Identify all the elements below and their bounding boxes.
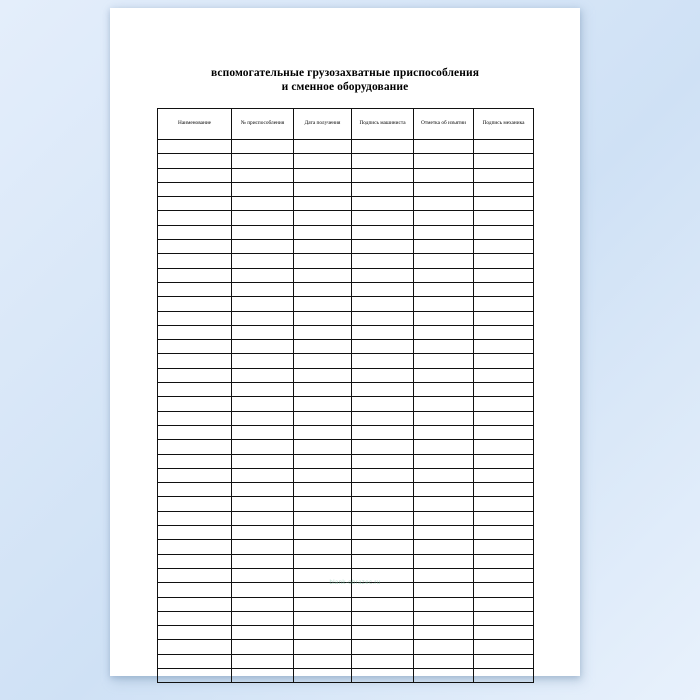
table-cell[interactable] [158,311,232,325]
table-cell[interactable] [294,568,352,582]
table-cell[interactable] [232,311,294,325]
table-cell[interactable] [294,411,352,425]
table-cell[interactable] [232,540,294,554]
table-cell[interactable] [158,282,232,296]
table-cell[interactable] [294,168,352,182]
table-cell[interactable] [158,626,232,640]
table-row[interactable] [158,626,534,640]
table-cell[interactable] [294,497,352,511]
table-cell[interactable] [294,583,352,597]
table-cell[interactable] [158,168,232,182]
table-cell[interactable] [158,597,232,611]
table-row[interactable] [158,483,534,497]
table-cell[interactable] [232,268,294,282]
table-cell[interactable] [158,511,232,525]
table-cell[interactable] [294,511,352,525]
table-cell[interactable] [414,597,474,611]
table-cell[interactable] [294,297,352,311]
table-cell[interactable] [474,225,534,239]
table-cell[interactable] [294,154,352,168]
table-cell[interactable] [158,225,232,239]
table-head [158,109,534,140]
table-row[interactable] [158,368,534,382]
table-cell[interactable] [232,168,294,182]
table-cell[interactable] [158,354,232,368]
table-row[interactable] [158,397,534,411]
table-cell[interactable] [414,511,474,525]
table-row[interactable] [158,454,534,468]
table-cell[interactable] [474,483,534,497]
table-cell[interactable] [474,240,534,254]
table-cell[interactable] [414,383,474,397]
table-cell[interactable] [232,340,294,354]
table-cell[interactable] [474,383,534,397]
table-cell[interactable] [158,325,232,339]
table-cell[interactable] [352,668,414,682]
page-title-line-2: и сменное оборудование [281,81,409,94]
table-cell[interactable] [414,654,474,668]
table-cell[interactable] [414,568,474,582]
table-row[interactable] [158,668,534,682]
table-cell[interactable] [294,182,352,196]
table-cell[interactable] [474,540,534,554]
table-cell[interactable] [352,282,414,296]
table-cell[interactable] [352,440,414,454]
table-cell[interactable] [352,468,414,482]
column-header: Наименование [158,109,232,140]
table-cell[interactable] [232,468,294,482]
table-row[interactable] [158,197,534,211]
table-row[interactable] [158,297,534,311]
table-cell[interactable] [414,154,474,168]
table-cell[interactable] [414,340,474,354]
table-row[interactable] [158,340,534,354]
table-cell[interactable] [352,640,414,654]
table-cell[interactable] [158,197,232,211]
table-cell[interactable] [352,154,414,168]
table-cell[interactable] [414,311,474,325]
table-cell[interactable] [158,483,232,497]
table-cell[interactable] [414,368,474,382]
table-cell[interactable] [474,297,534,311]
table-cell[interactable] [158,468,232,482]
table-cell[interactable] [158,211,232,225]
table-cell[interactable] [474,140,534,154]
table-cell[interactable] [158,340,232,354]
table-cell[interactable] [232,297,294,311]
table-cell[interactable] [414,540,474,554]
table-cell[interactable] [158,668,232,682]
table-cell[interactable] [232,668,294,682]
table-cell[interactable] [158,411,232,425]
table-cell[interactable] [232,654,294,668]
table-row[interactable] [158,140,534,154]
table-cell[interactable] [294,654,352,668]
table-cell[interactable] [294,354,352,368]
table-cell[interactable] [158,440,232,454]
table-cell[interactable] [232,526,294,540]
table-cell[interactable] [474,526,534,540]
table-cell[interactable] [414,325,474,339]
page-title-line-1: вспомогательные грузозахватные приспособления [210,67,480,79]
table-cell[interactable] [352,568,414,582]
table-cell[interactable] [352,240,414,254]
document-page [110,8,580,676]
table-cell[interactable] [294,254,352,268]
table-cell[interactable] [294,311,352,325]
table-cell[interactable] [294,211,352,225]
table-cell[interactable] [414,182,474,196]
table-cell[interactable] [294,540,352,554]
table-row[interactable] [158,383,534,397]
column-header: Подпись механика [474,109,534,140]
table-cell[interactable] [414,168,474,182]
table-cell[interactable] [294,368,352,382]
table-cell[interactable] [352,197,414,211]
table-cell[interactable] [474,325,534,339]
table-cell[interactable] [158,540,232,554]
table-cell[interactable] [232,411,294,425]
table-cell[interactable] [294,468,352,482]
table-cell[interactable] [232,325,294,339]
table-row[interactable] [158,497,534,511]
table-cell[interactable] [158,526,232,540]
table-cell[interactable] [414,626,474,640]
table-cell[interactable] [294,282,352,296]
table-cell[interactable] [158,240,232,254]
table-row[interactable] [158,254,534,268]
table-cell[interactable] [294,626,352,640]
table-cell[interactable] [414,254,474,268]
table-cell[interactable] [352,626,414,640]
table-cell[interactable] [474,611,534,625]
table-cell[interactable] [232,140,294,154]
table-cell[interactable] [232,483,294,497]
table-cell[interactable] [414,411,474,425]
table-row[interactable] [158,154,534,168]
table-cell[interactable] [232,154,294,168]
table-cell[interactable] [352,268,414,282]
table-cell[interactable] [474,268,534,282]
table-cell[interactable] [294,611,352,625]
table-cell[interactable] [474,626,534,640]
table-cell[interactable] [294,225,352,239]
table-cell[interactable] [232,554,294,568]
table-cell[interactable] [352,211,414,225]
table-cell[interactable] [352,368,414,382]
table-cell[interactable] [158,397,232,411]
table-cell[interactable] [294,554,352,568]
table-cell[interactable] [414,483,474,497]
table-cell[interactable] [352,654,414,668]
register-table [157,108,534,683]
table-cell[interactable] [414,554,474,568]
table-cell[interactable] [294,526,352,540]
table-cell[interactable] [232,568,294,582]
table-cell[interactable] [474,311,534,325]
table-cell[interactable] [474,197,534,211]
table-cell[interactable] [352,497,414,511]
table-cell[interactable] [232,182,294,196]
table-cell[interactable] [352,254,414,268]
table-cell[interactable] [352,340,414,354]
table-cell[interactable] [474,668,534,682]
table-cell[interactable] [232,225,294,239]
table-cell[interactable] [158,640,232,654]
table-row[interactable] [158,168,534,182]
table-cell[interactable] [474,468,534,482]
table-cell[interactable] [352,140,414,154]
table-cell[interactable] [474,282,534,296]
table-cell[interactable] [352,597,414,611]
table-cell[interactable] [474,454,534,468]
table-cell[interactable] [474,154,534,168]
table-cell[interactable] [294,325,352,339]
table-row[interactable] [158,597,534,611]
table-cell[interactable] [232,383,294,397]
table-cell[interactable] [294,340,352,354]
table-cell[interactable] [352,540,414,554]
watermark: blank-obrazec.ru [329,580,381,586]
table-cell[interactable] [352,511,414,525]
table-cell[interactable] [352,383,414,397]
table-row[interactable] [158,654,534,668]
table-cell[interactable] [294,640,352,654]
table-cell[interactable] [474,568,534,582]
table-cell[interactable] [294,483,352,497]
table-cell[interactable] [474,654,534,668]
table-row[interactable] [158,468,534,482]
table-cell[interactable] [158,425,232,439]
table-row[interactable] [158,511,534,525]
table-cell[interactable] [414,668,474,682]
table-cell[interactable] [158,297,232,311]
table-row[interactable] [158,554,534,568]
table-cell[interactable] [232,354,294,368]
table-row[interactable] [158,640,534,654]
column-header: № приспособления [232,109,294,140]
table-cell[interactable] [158,554,232,568]
table-cell[interactable] [158,611,232,625]
table-cell[interactable] [232,440,294,454]
table-row[interactable] [158,411,534,425]
table-cell[interactable] [232,454,294,468]
table-cell[interactable] [414,468,474,482]
table-cell[interactable] [414,211,474,225]
table-cell[interactable] [352,611,414,625]
table-cell[interactable] [294,397,352,411]
table-row[interactable] [158,240,534,254]
table-cell[interactable] [352,454,414,468]
table-cell[interactable] [232,211,294,225]
table-cell[interactable] [158,383,232,397]
table-cell[interactable] [158,182,232,196]
table-cell[interactable] [414,526,474,540]
table-cell[interactable] [414,197,474,211]
table-row[interactable] [158,540,534,554]
table-cell[interactable] [232,425,294,439]
table-cell[interactable] [232,368,294,382]
table-cell[interactable] [158,568,232,582]
table-cell[interactable] [232,240,294,254]
table-row[interactable] [158,425,534,439]
table-cell[interactable] [158,454,232,468]
table-row[interactable] [158,583,534,597]
table-cell[interactable] [474,597,534,611]
table-cell[interactable] [294,383,352,397]
table-cell[interactable] [352,411,414,425]
table-cell[interactable] [232,626,294,640]
table-row[interactable] [158,182,534,196]
table-cell[interactable] [474,368,534,382]
table-cell[interactable] [158,654,232,668]
table-cell[interactable] [352,297,414,311]
column-header: Подпись машиниста [352,109,414,140]
table-row[interactable] [158,282,534,296]
table-cell[interactable] [352,168,414,182]
table-cell[interactable] [474,397,534,411]
table-cell[interactable] [352,425,414,439]
table-cell[interactable] [158,583,232,597]
column-header: Дата получения [294,109,352,140]
table-cell[interactable] [232,597,294,611]
table-cell[interactable] [158,254,232,268]
table-cell[interactable] [232,282,294,296]
table-cell[interactable] [414,425,474,439]
table-cell[interactable] [158,140,232,154]
table-cell[interactable] [414,497,474,511]
table-cell[interactable] [474,554,534,568]
table-row[interactable] [158,211,534,225]
table-cell[interactable] [294,440,352,454]
table-cell[interactable] [294,454,352,468]
table-cell[interactable] [232,497,294,511]
table-row[interactable] [158,611,534,625]
table-body [158,140,534,683]
table-cell[interactable] [414,640,474,654]
table-cell[interactable] [474,168,534,182]
table-cell[interactable] [232,397,294,411]
table-cell[interactable] [474,182,534,196]
table-row[interactable] [158,311,534,325]
table-row[interactable] [158,354,534,368]
table-cell[interactable] [474,511,534,525]
table-cell[interactable] [352,554,414,568]
table-cell[interactable] [352,225,414,239]
table-cell[interactable] [474,425,534,439]
table-cell[interactable] [158,154,232,168]
table-cell[interactable] [474,211,534,225]
table-cell[interactable] [352,354,414,368]
table-cell[interactable] [232,583,294,597]
table-cell[interactable] [294,268,352,282]
table-cell[interactable] [352,397,414,411]
table-cell[interactable] [414,440,474,454]
table-cell[interactable] [158,368,232,382]
table-cell[interactable] [414,225,474,239]
table-cell[interactable] [474,254,534,268]
table-cell[interactable] [294,597,352,611]
table-cell[interactable] [474,497,534,511]
table-cell[interactable] [232,640,294,654]
table-cell[interactable] [294,240,352,254]
table-cell[interactable] [158,497,232,511]
table-cell[interactable] [474,354,534,368]
table-cell[interactable] [414,268,474,282]
table-cell[interactable] [232,511,294,525]
table-cell[interactable] [232,254,294,268]
table-cell[interactable] [414,240,474,254]
table-cell[interactable] [294,668,352,682]
table-cell[interactable] [352,325,414,339]
table-row[interactable] [158,225,534,239]
table-cell[interactable] [294,425,352,439]
table-cell[interactable] [352,583,414,597]
table-cell[interactable] [474,583,534,597]
table-cell[interactable] [474,340,534,354]
table-cell[interactable] [414,454,474,468]
table-cell[interactable] [474,411,534,425]
table-cell[interactable] [414,611,474,625]
table-cell[interactable] [352,526,414,540]
table-cell[interactable] [158,268,232,282]
table-row[interactable] [158,526,534,540]
table-cell[interactable] [294,140,352,154]
table-row[interactable] [158,325,534,339]
table-cell[interactable] [232,611,294,625]
table-cell[interactable] [352,483,414,497]
table-cell[interactable] [414,282,474,296]
table-header-row [158,109,534,140]
table-row[interactable] [158,440,534,454]
table-cell[interactable] [352,182,414,196]
table-cell[interactable] [414,583,474,597]
table-cell[interactable] [294,197,352,211]
column-header: Отметка об изъятии [414,109,474,140]
table-cell[interactable] [414,354,474,368]
table-cell[interactable] [474,440,534,454]
table-row[interactable] [158,268,534,282]
page-title [110,66,580,95]
table-cell[interactable] [414,140,474,154]
table-cell[interactable] [474,640,534,654]
table-row[interactable] [158,568,534,582]
table-cell[interactable] [414,397,474,411]
table-cell[interactable] [352,311,414,325]
table-cell[interactable] [414,297,474,311]
table-cell[interactable] [232,197,294,211]
